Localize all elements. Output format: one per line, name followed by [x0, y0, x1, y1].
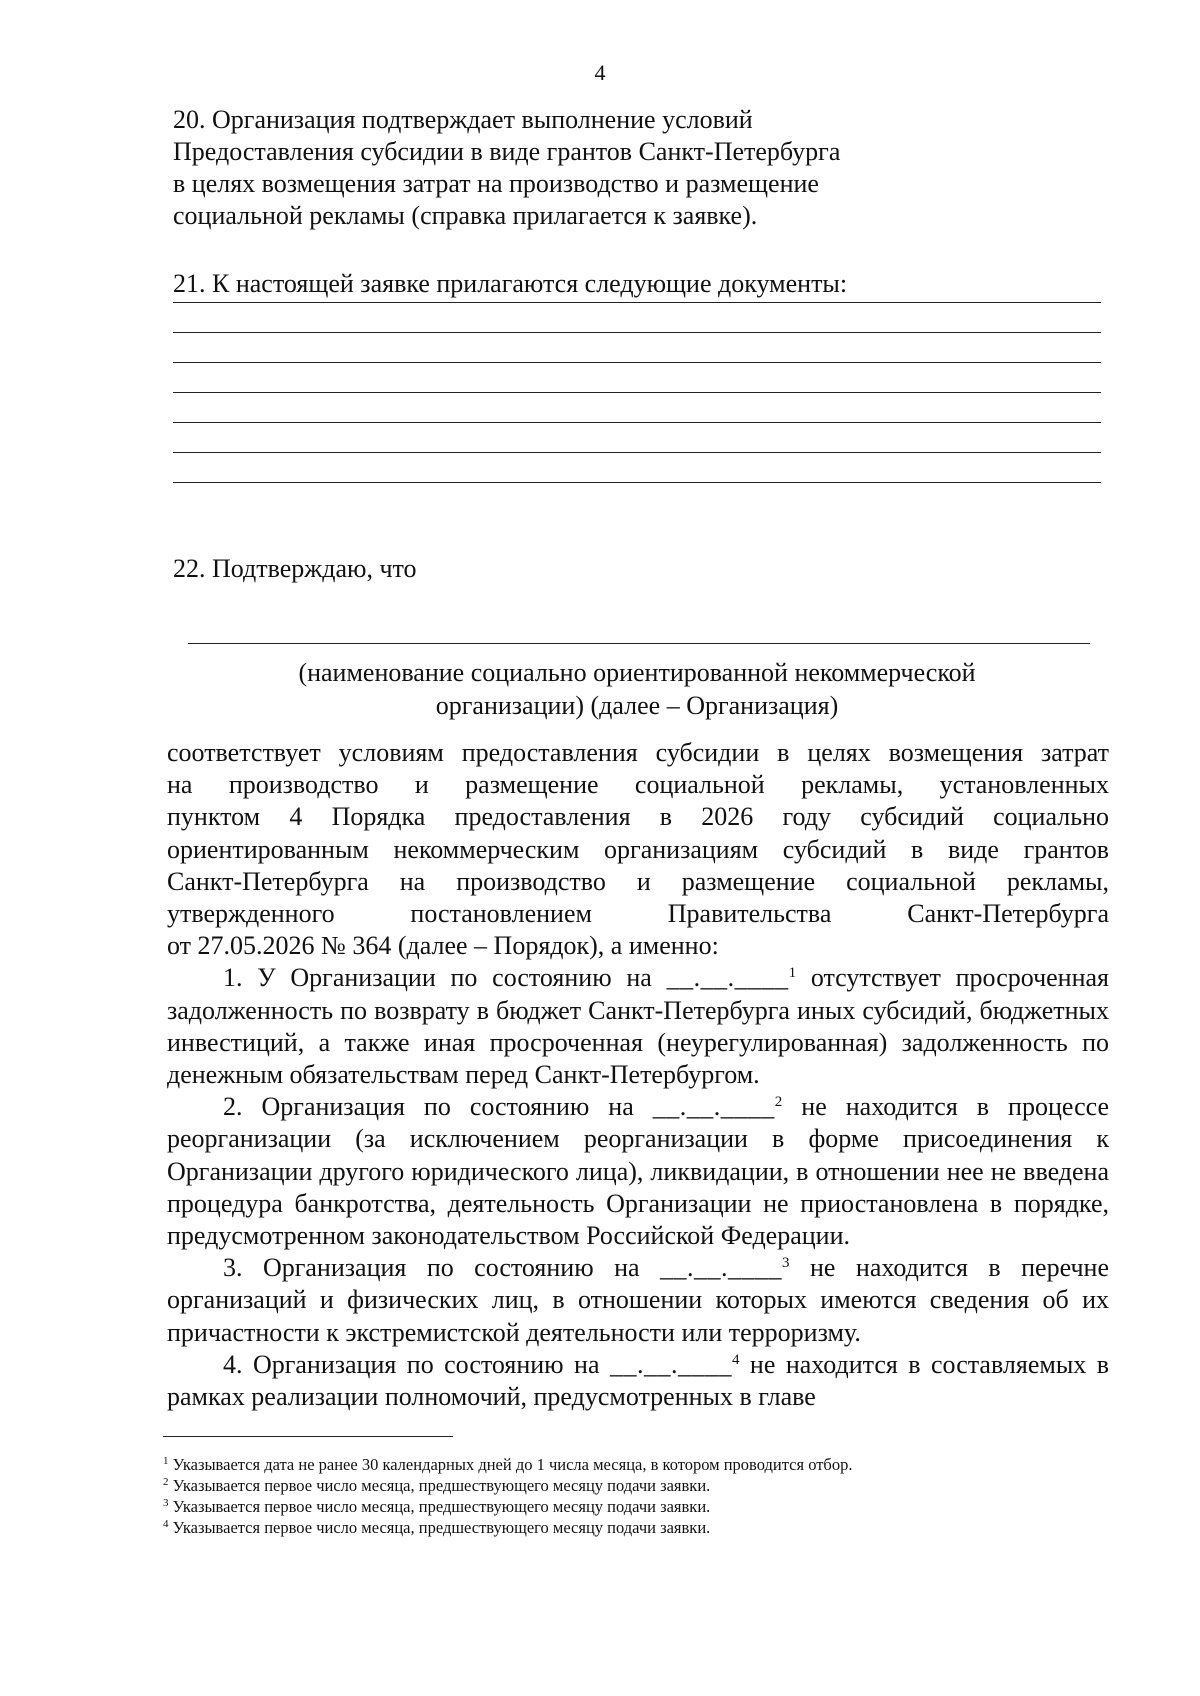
condition-3-text: не находится в перечне организаций и физических лиц, в отношении которых имеются сведения об их причастности к экстремистской деятельности или терроризму.	[167, 1253, 1110, 1347]
footnote-text: Указывается первое число месяца, предшествующего месяцу подачи заявки.	[172, 1497, 711, 1516]
condition-1-lead: 1. У Организации по состоянию на	[223, 963, 652, 993]
attachment-line	[173, 422, 1101, 423]
footnote-ref: 3	[782, 1255, 790, 1272]
footnote-ref: 1	[788, 965, 797, 982]
caption-line: организации) (далее – Организация)	[435, 691, 839, 720]
condition-3-lead: 3. Организация по состоянию на	[223, 1253, 640, 1283]
date-blank: __.__.____	[609, 1349, 732, 1379]
body-line: от 27.05.2026 № 364 (далее – Порядок), а именно:	[167, 931, 719, 961]
footnote-item	[163, 1475, 1103, 1496]
body-line: пунктом 4 Порядка предоставления в 2026 году субсидий социально	[167, 802, 1109, 832]
condition-1	[167, 962, 1109, 1091]
footnote-item	[163, 1454, 1103, 1475]
footnote-number: 4	[163, 1518, 169, 1530]
footnote-text: Указывается первое число месяца, предшествующего месяцу подачи заявки.	[172, 1518, 711, 1537]
item-20-line: в целях возмещения затрат на производство и размещение	[173, 169, 819, 198]
organization-name-caption	[173, 656, 1101, 722]
attachment-line	[173, 332, 1101, 333]
condition-2-text: не находится в процессе реорганизации (за исключением реорганизации в форме присоединения к Организации другого юридического лица), ликвидации, в отношении нее не введена процедура банкротства, деятельность Организации не приостановлена в порядке, предусмотренном законодательством Российской Федерации.	[167, 1092, 1110, 1251]
body-line: соответствует условиям предоставления субсидии в целях возмещения затрат	[167, 738, 1109, 767]
item-20-line: Предоставления субсидии в виде грантов Санкт-Петербурга	[173, 137, 841, 166]
condition-2	[167, 1091, 1109, 1252]
body-line: на производство и размещение социальной рекламы, установленных	[167, 770, 1109, 800]
page-number: 4	[594, 60, 606, 85]
body-line: Санкт-Петербурга на производство и размещение социальной рекламы,	[167, 866, 1109, 896]
condition-2-lead: 2. Организация по состоянию на	[223, 1092, 634, 1122]
item-20-line: социальной рекламы (справка прилагается к заявке).	[173, 201, 758, 230]
date-blank: __.__.____	[666, 963, 789, 993]
footnote-number: 2	[163, 1476, 169, 1488]
footnote-item	[163, 1496, 1103, 1517]
condition-1-text: отсутствует просроченная задолженность по возврату в бюджет Санкт-Петербурга иных субсидий, бюджетных инвестиций, а также иная просроченная (неурегулированная) задолженность по денежным обязательствам перед Санкт-Петербургом.	[167, 963, 1110, 1090]
item-20-paragraph	[173, 104, 933, 232]
caption-line: (наименование социально ориентированной некоммерческой	[298, 658, 976, 687]
date-blank: __.__.____	[652, 1092, 775, 1122]
date-blank: __.__.____	[660, 1253, 783, 1283]
footnote-ref: 4	[731, 1351, 740, 1368]
footnote-separator	[163, 1436, 453, 1437]
footnote-number: 3	[163, 1497, 169, 1509]
condition-4-text: не находится в составляемых в рамках реализации полномочий, предусмотренных в главе	[167, 1349, 1110, 1412]
footnote-text: Указывается первое число месяца, предшествующего месяцу подачи заявки.	[172, 1476, 711, 1495]
attachment-line	[173, 392, 1101, 393]
footnote-ref: 2	[774, 1094, 783, 1111]
attachment-line	[173, 362, 1101, 363]
item-22-heading: 22. Подтверждаю, что	[173, 554, 417, 583]
condition-4-lead: 4. Организация по состоянию на	[223, 1349, 600, 1379]
condition-4	[167, 1349, 1109, 1413]
item-20-line: 20. Организация подтверждает выполнение условий	[173, 105, 753, 134]
footnote-item	[163, 1517, 1103, 1538]
body-line: ориентированным некоммерческим организациям субсидий в виде грантов	[167, 834, 1109, 864]
organization-name-line	[188, 643, 1090, 644]
attachment-line	[173, 302, 1101, 303]
footnotes	[163, 1454, 1103, 1538]
confirmation-body	[167, 737, 1109, 1413]
item-21-heading: 21. К настоящей заявке прилагаются следующие документы:	[173, 269, 848, 298]
footnote-number: 1	[163, 1455, 169, 1467]
attachment-line	[173, 452, 1101, 453]
footnote-text: Указывается дата не ранее 30 календарных дней до 1 числа месяца, в котором проводится отбор.	[172, 1455, 853, 1474]
attachment-line	[173, 482, 1101, 483]
body-line: утвержденного постановлением Правительства Санкт-Петербурга	[167, 899, 1109, 929]
condition-3	[167, 1252, 1109, 1349]
